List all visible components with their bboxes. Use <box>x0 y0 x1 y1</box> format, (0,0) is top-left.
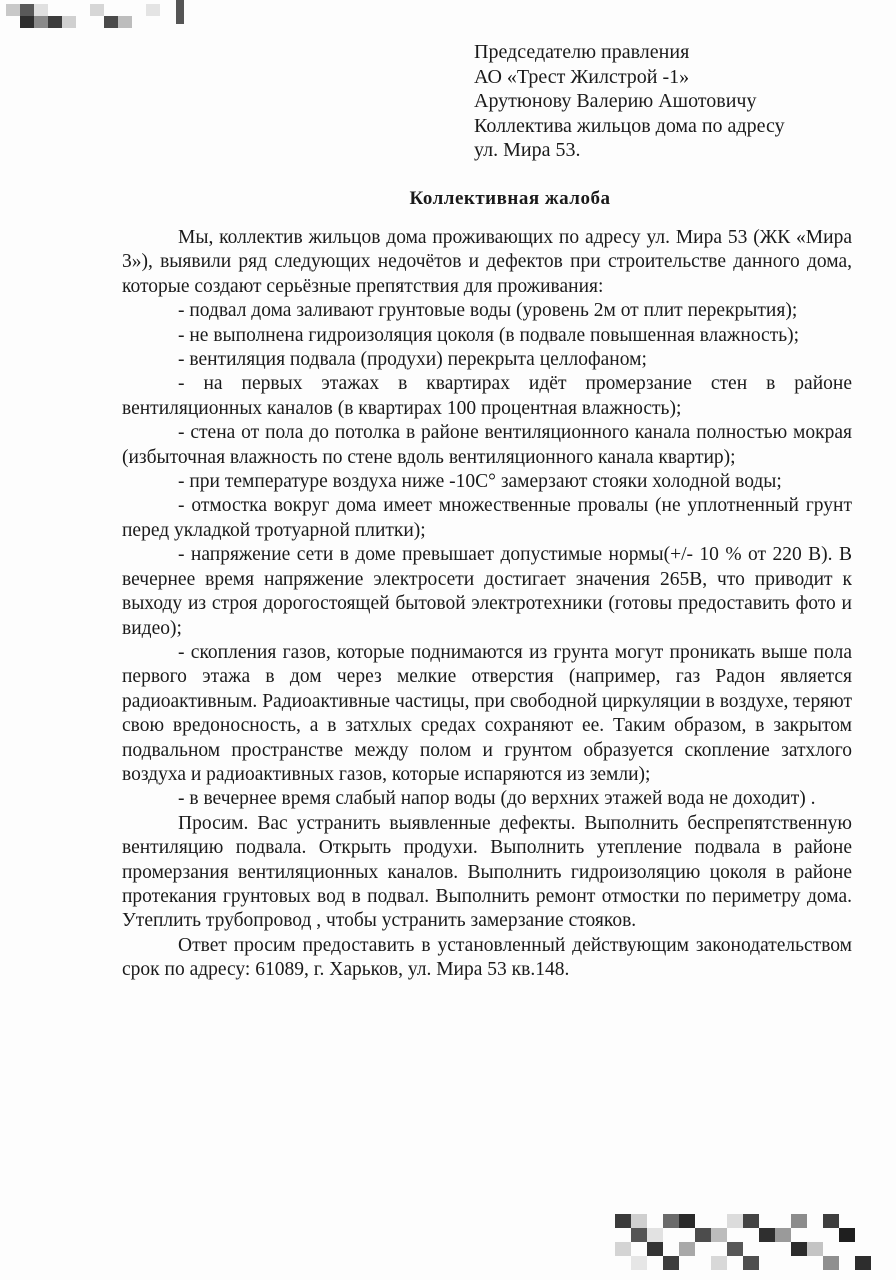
defect-item: - стена от пола до потолка в районе вентиляционного канала полностью мокрая (избыточная влажность по стене вдоль вентиляционного канала квартир); <box>122 422 852 468</box>
addressee-line: Председателю правления <box>474 41 690 63</box>
defect-item: - отмостка вокруг дома имеет множественные провалы (не уплотненный грунт перед укладкой тротуарной плитки); <box>122 495 852 541</box>
addressee-line: ул. Мира 53. <box>474 139 581 161</box>
document-title: Коллективная жалоба <box>409 188 611 209</box>
addressee-line: Коллектива жильцов дома по адресу <box>474 114 785 137</box>
redacted-signatures <box>615 1200 875 1280</box>
complaint-body <box>122 226 852 983</box>
defect-item: - при температуре воздуха ниже -10С° замерзают стояки холодной воды; <box>178 471 782 493</box>
intro-paragraph: Мы, коллектив жильцов дома проживающих по адресу ул. Мира 53 (ЖК «Мира 3»), выявили ряд следующих недочётов и дефектов при строительстве данного дома, которые создают серьёзные препятствия для проживания: <box>122 227 852 297</box>
addressee-line: АО «Трест Жилстрой -1» <box>474 65 690 88</box>
reply-paragraph: Ответ просим предоставить в установленный действующим законодательством срок по адресу: 61089, г. Харьков, ул. Мира 53 кв.148. <box>122 934 852 981</box>
addressee-line: Арутюнову Валерию Ашотовичу <box>474 90 757 112</box>
defect-item: - вентиляция подвала (продухи) перекрыта целлофаном; <box>178 349 647 371</box>
request-paragraph: Просим. Вас устранить выявленные дефекты. Выполнить беспрепятственную вентиляцию подвала. Открыть продухи. Выполнить утепление подвала в районе промерзания вентиляционных каналов. Выполнить гидроизоляцию цоколя в районе протекания грунтовых вод в подвал. Выполнить ремонт отмостки по периметру дома. Утеплить трубопровод , чтобы устранить замерзание стояков. <box>122 812 852 932</box>
defect-item: - подвал дома заливают грунтовые воды (уровень 2м от плит перекрытия); <box>178 300 798 322</box>
defect-item: - напряжение сети в доме превышает допустимые нормы(+/- 10 % от 220 В). В вечернее время напряжение электросети достигает значения 265В, что приводит к выходу из строя дорогостоящей бытовой электротехники (готовы предоставить фото и видео); <box>122 544 852 639</box>
defect-item: - не выполнена гидроизоляция цоколя (в подвале повышенная влажность); <box>178 324 800 346</box>
redacted-area-top <box>6 0 186 40</box>
defect-item: - на первых этажах в квартирах идёт промерзание стен в районе вентиляционных каналов (в квартирах 100 процентная влажность); <box>122 373 852 419</box>
defect-item: - в вечернее время слабый напор воды (до верхних этажей вода не доходит) . <box>178 788 816 810</box>
defect-item: - скопления газов, которые поднимаются из грунта могут проникать выше пола первого этажа в дом через мелкие отверстия (например, газ Радон является радиоактивным. Радиоактивные частицы, при свободной циркуляции в воздухе, теряют свою вредоносность, а в затхлых средах сохраняют ее. Таким образом, в закрытом подвальном пространстве между полом и грунтом образуется скопление затхлого воздуха и радиоактивных газов, которые испаряются из земли); <box>122 641 852 785</box>
addressee-block <box>474 40 874 163</box>
